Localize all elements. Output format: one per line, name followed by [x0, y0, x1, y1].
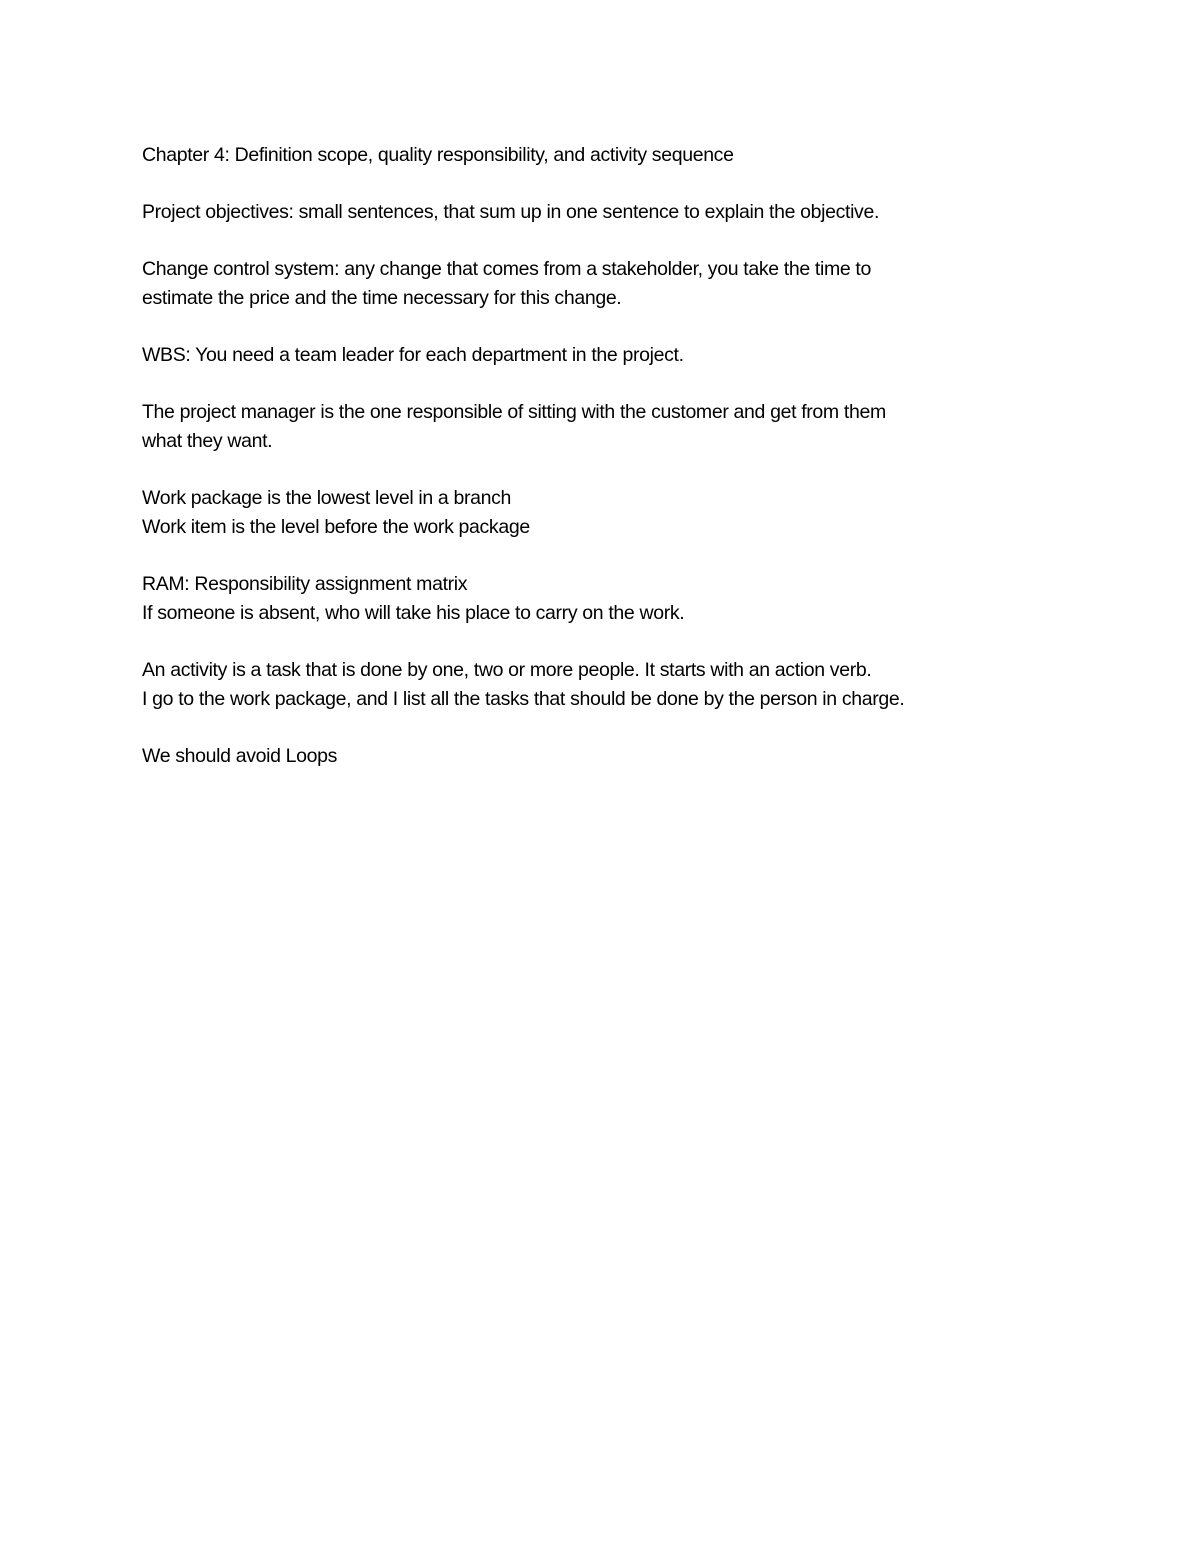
text-line: An activity is a task that is done by one, two or more people. It starts with an action verb.	[142, 659, 872, 681]
document-body	[142, 141, 1102, 799]
paragraph-project-manager	[142, 398, 1102, 456]
text-line: We should avoid Loops	[142, 745, 338, 767]
paragraph-wbs	[142, 341, 1102, 370]
text-line: WBS: You need a team leader for each department in the project.	[142, 344, 684, 366]
text-line: If someone is absent, who will take his place to carry on the work.	[142, 602, 685, 624]
text-line: The project manager is the one responsible of sitting with the customer and get from them	[142, 401, 886, 423]
paragraph-activity	[142, 656, 1102, 714]
paragraph-change-control	[142, 255, 1102, 313]
text-line: Project objectives: small sentences, that sum up in one sentence to explain the objective.	[142, 201, 880, 223]
paragraph-loops	[142, 742, 1102, 771]
text-line: I go to the work package, and I list all the tasks that should be done by the person in charge.	[142, 688, 905, 710]
paragraph-work-package	[142, 484, 1102, 542]
chapter-heading	[142, 141, 1102, 170]
paragraph-ram	[142, 570, 1102, 628]
text-line: Chapter 4: Definition scope, quality responsibility, and activity sequence	[142, 144, 734, 166]
text-line: Change control system: any change that comes from a stakeholder, you take the time to	[142, 258, 871, 280]
text-line: Work item is the level before the work package	[142, 516, 530, 538]
text-line: RAM: Responsibility assignment matrix	[142, 573, 468, 595]
text-line: Work package is the lowest level in a branch	[142, 487, 512, 509]
text-line: estimate the price and the time necessary for this change.	[142, 287, 622, 309]
paragraph-project-objectives	[142, 198, 1102, 227]
text-line: what they want.	[142, 430, 273, 452]
